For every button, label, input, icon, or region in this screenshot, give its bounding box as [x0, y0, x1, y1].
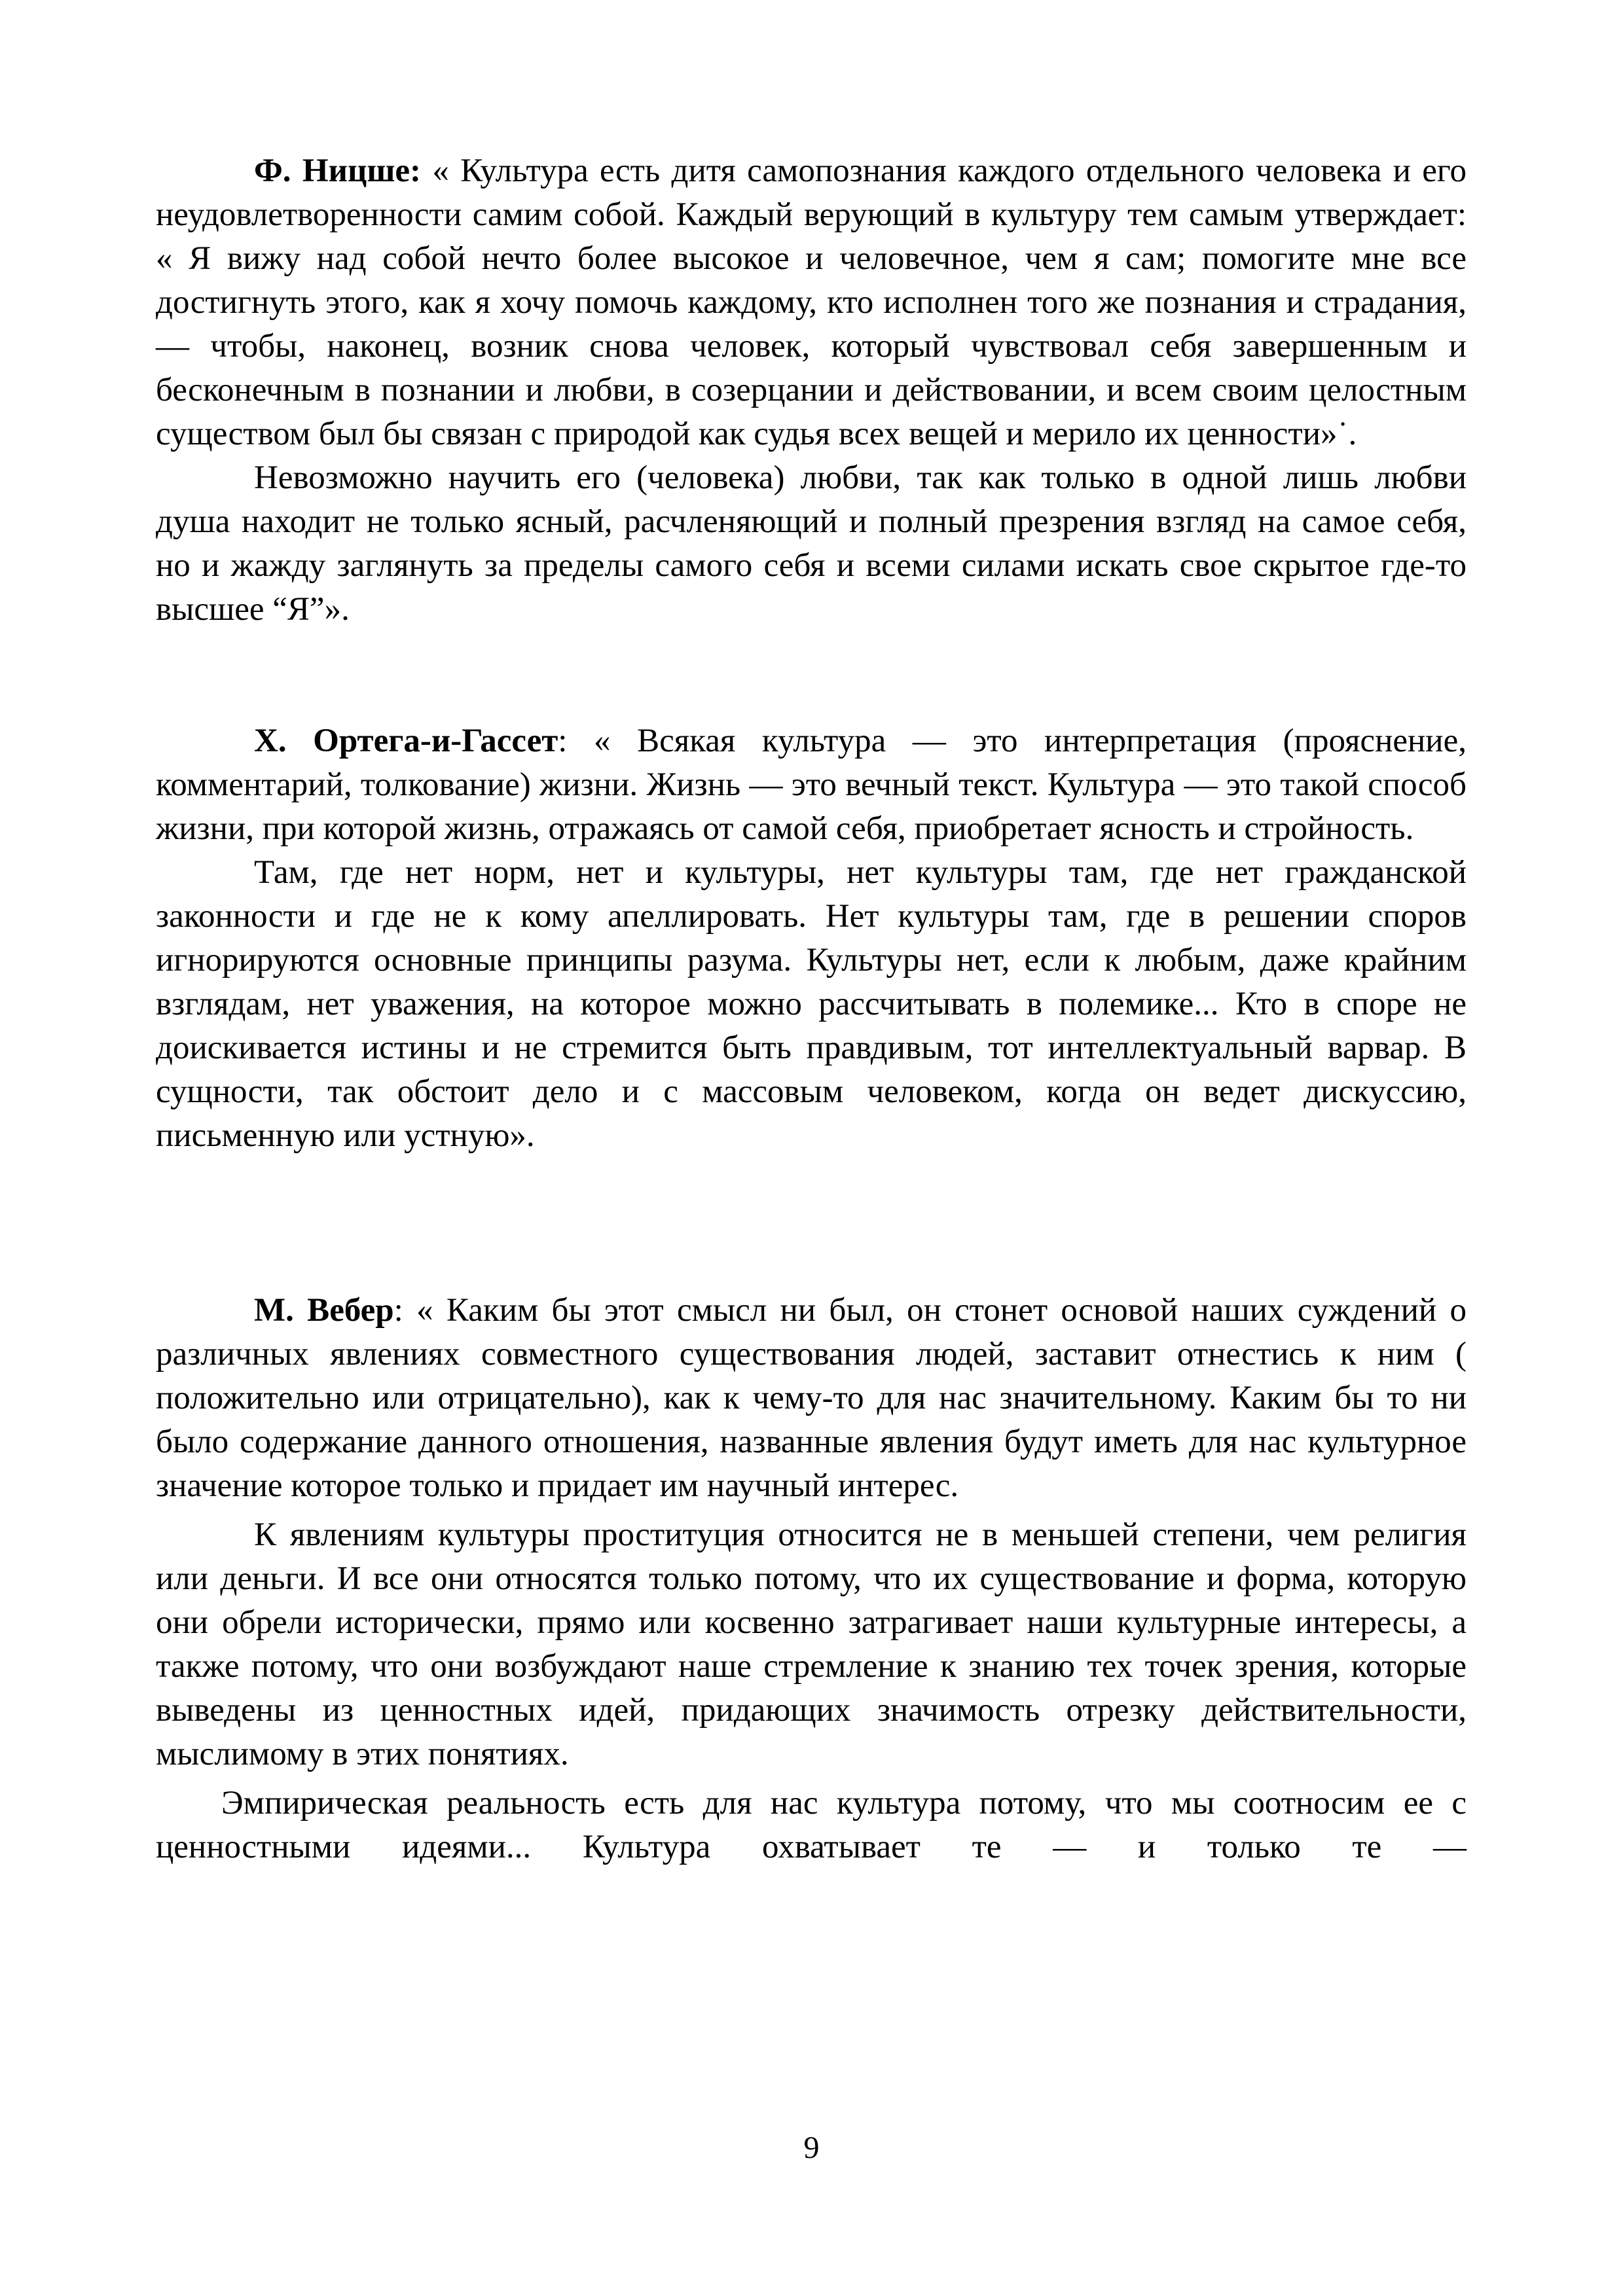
ortega-text-2: Там, где нет норм, нет и культуры, нет культуры там, где нет гражданской законности и где не к кому апеллировать. Нет культуры там, где в решении споров игнорируются основные принципы разума. Культуры нет, если к любым, даже крайним взглядам, нет уважения, на которое можно рассчитывать в полемике... Кто в споре не доискивается истины и не стремится быть правдивым, тот интеллектуальный варвар. В сущности, так обстоит дело и с массовым человеком, когда он ведет дискуссию, письменную или устную».: [156, 854, 1467, 1154]
weber-paragraph-2: [156, 1513, 1467, 1776]
section-spacer: [156, 1158, 1467, 1289]
ortega-paragraph-2: [156, 851, 1467, 1158]
paragraph-spacer: [156, 1508, 1467, 1513]
section-spacer: [156, 632, 1467, 719]
page-number: 9: [803, 2130, 820, 2165]
nietzsche-text-2: Невозможно научить его (человека) любви, так как только в одной лишь любви душа находит не только ясный, расчленяющий и полный презрения взгляд на самое себя, но и жажду заглянуть за пределы самого себя и всеми силами искать свое скрытое где-то высшее “Я”».: [156, 459, 1467, 628]
nietzsche-paragraph-1: [156, 149, 1467, 456]
weber-text-3: Эмпирическая реальность есть для нас культура потому, что мы соотносим ее с ценностными идеями... Культура охватывает те — и только те —: [156, 1785, 1467, 1865]
weber-author: М. Вебер: [254, 1292, 394, 1329]
ortega-text-1: : « Всякая культура — это интерпретация (прояснение, комментарий, толкование) жизни. Жизнь — это вечный текст. Культура — это такой способ жизни, при которой жизнь, отражаясь от самой себя, приобретает ясность и стройность.: [156, 723, 1467, 847]
weber-paragraph-3: [156, 1782, 1467, 1869]
nietzsche-text-1: « Культура есть дитя самопознания каждого отдельного человека и его неудовлетворенности самим собой. Каждый верующий в культуру тем самым утверждает: « Я вижу над собой нечто более высокое и человечное, чем я сам; помогите мне все достигнуть этого, как я хочу помочь каждому, кто исполнен того же познания и страдания, — чтобы, наконец, возник снова человек, который чувствовал себя завершенным и бесконечным в познании и любви, в созерцании и действовании, и всем своим целостным существом был бы связан с природой как судья всех вещей и мерило их ценности»˙.: [156, 152, 1467, 452]
weber-text-1: : « Каким бы этот смысл ни был, он стонет основой наших суждений о различных явлениях совместного существования людей, заставит отнестись к ним ( положительно или отрицательно), как к чему-то для нас значительному. Каким бы то ни было содержание данного отношения, названные явления будут иметь для нас культурное значение которое только и придает им научный интерес.: [156, 1292, 1467, 1504]
ortega-author: Х. Ортега-и-Гассет: [254, 723, 558, 759]
nietzsche-author: Ф. Ницше:: [254, 152, 422, 189]
ortega-paragraph-1: [156, 719, 1467, 851]
weber-text-2: К явлениям культуры проституция относится не в меньшей степени, чем религия или деньги. И все они относятся только потому, что их существование и форма, которую они обрели исторически, прямо или косвенно затрагивает наши культурные интересы, а также потому, что они возбуждают наше стремление к знанию тех точек зрения, которые выведены из ценностных идей, придающих значимость отрезку действительности, мыслимому в этих понятиях.: [156, 1516, 1467, 1772]
nietzsche-paragraph-2: [156, 456, 1467, 632]
paragraph-spacer: [156, 1776, 1467, 1782]
document-page: [156, 149, 1467, 1869]
weber-paragraph-1: [156, 1289, 1467, 1508]
